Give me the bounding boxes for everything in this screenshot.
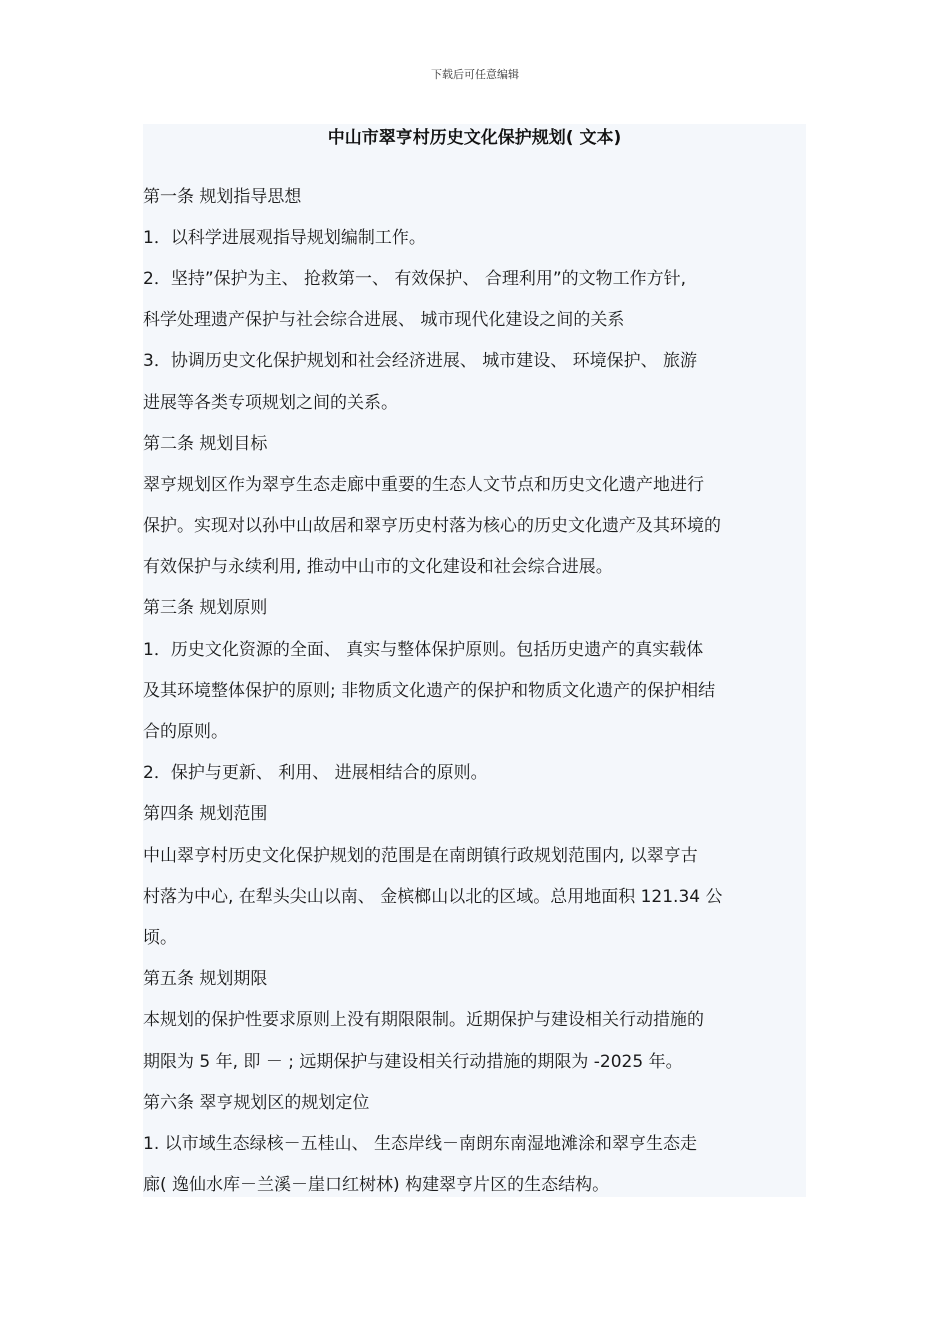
text-line: 1．历史文化资源的全面、 真实与整体保护原则。包括历史遗产的真实载体 (143, 640, 704, 660)
text-line: 1．以科学进展观指导规划编制工作。 (143, 228, 426, 248)
text-line: 2．保护与更新、 利用、 进展相结合的原则。 (143, 763, 488, 783)
text-line: 有效保护与永续利用, 推动中山市的文化建设和社会综合进展。 (143, 557, 613, 577)
text-line: 第三条 规划原则 (143, 598, 268, 618)
text-line: 第六条 翠亨规划区的规划定位 (143, 1093, 370, 1113)
text-line: 廊( 逸仙水库－兰溪－崖口红树林) 构建翠亨片区的生态结构。 (143, 1175, 610, 1195)
text-line: 及其环境整体保护的原则; 非物质文化遗产的保护和物质文化遗产的保护相结 (143, 681, 716, 701)
text-line: 第二条 规划目标 (143, 434, 268, 454)
text-line: 本规划的保护性要求原则上没有期限限制。近期保护与建设相关行动措施的 (143, 1010, 704, 1030)
text-line: 进展等各类专项规划之间的关系。 (143, 393, 398, 413)
text-line: 顷。 (143, 928, 177, 948)
text-line: 期限为 5 年, 即 － ; 远期保护与建设相关行动措施的期限为 -2025 年。 (143, 1052, 683, 1072)
text-line: 3．协调历史文化保护规划和社会经济进展、 城市建设、 环境保护、 旅游 (143, 351, 698, 371)
text-line: 村落为中心, 在犁头尖山以南、 金槟榔山以北的区域。总用地面积 121.34 公 (143, 887, 723, 907)
text-line: 科学处理遗产保护与社会综合进展、 城市现代化建设之间的关系 (143, 310, 625, 330)
text-line: 1. 以市域生态绿核－五桂山、 生态岸线－南朗东南湿地滩涂和翠亨生态走 (143, 1134, 698, 1154)
header-note: 下载后可任意编辑 (431, 68, 519, 81)
text-line: 保护。实现对以孙中山故居和翠亨历史村落为核心的历史文化遗产及其环境的 (143, 516, 721, 536)
text-line: 第五条 规划期限 (143, 969, 268, 989)
text-line: 翠亨规划区作为翠亨生态走廊中重要的生态人文节点和历史文化遗产地进行 (143, 475, 704, 495)
text-line: 第四条 规划范围 (143, 804, 268, 824)
text-line: 中山翠亨村历史文化保护规划的范围是在南朗镇行政规划范围内, 以翠亨古 (143, 846, 698, 866)
document-title: 中山市翠亨村历史文化保护规划( 文本) (327, 128, 622, 148)
text-line: 合的原则。 (143, 722, 228, 742)
text-line: 第一条 规划指导思想 (143, 187, 302, 207)
text-line: 2．坚持”保护为主、 抢救第一、 有效保护、 合理利用”的文物工作方针, (143, 269, 687, 289)
